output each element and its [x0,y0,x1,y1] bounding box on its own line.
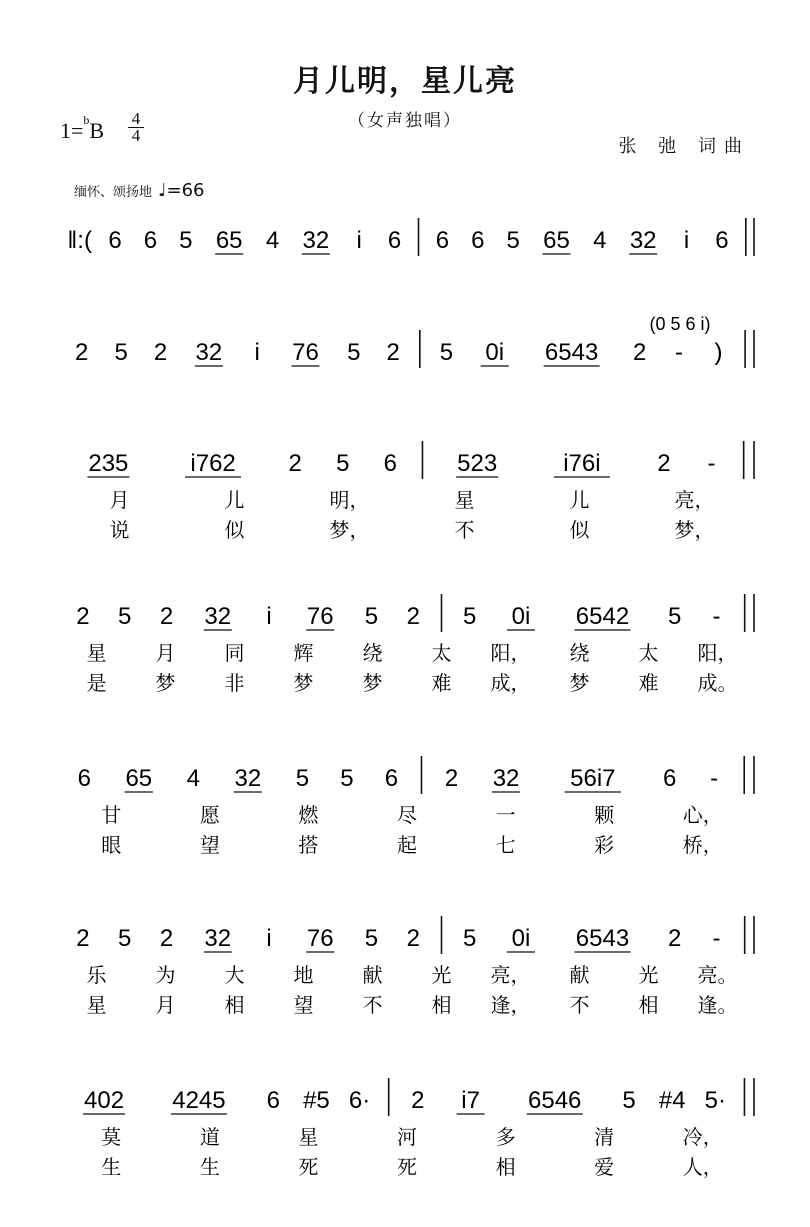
lyric-syllable: 辉 [293,641,314,665]
note-group: 6 [662,765,677,792]
lyric-syllable: 阳， [697,641,738,665]
lyric-syllable: 地 [293,963,314,987]
note-group: 0i [511,603,531,630]
note-group: 2 [411,1087,425,1114]
note-group: i [266,603,272,630]
note-group: 65 [543,227,570,254]
lyric-syllable: 起 [397,833,417,857]
note-group: - [675,339,684,366]
note-group: 32 [204,603,232,630]
lyric-syllable: 似 [224,518,245,542]
note-group: ) [714,339,723,366]
note-group: 5 [439,339,454,366]
lyric-syllable: 心， [682,803,723,827]
note-group: - [710,765,719,792]
note-group: 5 [336,450,350,477]
lyric-syllable: 相 [224,993,245,1017]
note-group: 5 [295,765,310,792]
lyric-syllable: 望 [199,833,220,857]
intro-tail: (0 5 6 i) [649,314,711,334]
note-group: 32 [234,765,262,792]
lyric-syllable: 生 [199,1155,220,1179]
note-group: 6543 [575,925,630,952]
lyric-syllable: 说 [109,518,130,542]
note-group: 6 [435,227,450,254]
note-group: 5· [704,1087,727,1114]
note-group: 2 [76,925,90,952]
note-group: 4 [186,765,201,792]
lyric-syllable: 成。 [697,671,738,695]
lyric-syllable: 逢， [490,993,531,1017]
note-group: 32 [195,339,223,366]
lyric-syllable: 河 [397,1125,417,1149]
lyric-syllable: 是 [86,671,107,695]
note-group: 6 [77,765,91,792]
lyric-syllable: 乐 [86,963,107,987]
note-group: 2 [657,450,671,477]
note-group: 2 [667,925,682,952]
lyric-syllable: 星 [86,993,107,1017]
lyric-syllable: 月 [155,641,176,665]
lyric-syllable: 光 [431,963,452,987]
lyric-syllable: 甘 [101,803,122,827]
lyric-syllable: 儿 [224,488,245,512]
note-group: 6 [143,227,158,254]
lyric-syllable: 献 [569,963,590,987]
song-title: 月儿明，星儿亮 [293,64,517,99]
note-group: 2 [444,765,459,792]
note-group: 6543 [544,339,599,366]
note-group: 56i7 [570,765,616,792]
lyric-syllable: 亮， [490,963,531,987]
note-group: 32 [204,925,232,952]
note-group: 0i [511,925,531,952]
note-group: 5 [347,339,361,366]
note-group: 5 [364,925,379,952]
note-group: 5 [340,765,354,792]
note-group: 2 [632,339,647,366]
lyric-syllable: 梦 [569,671,590,695]
note-group: 6 [266,1087,280,1114]
lyric-syllable: 愿 [199,803,220,827]
lyric-syllable: 献 [362,963,383,987]
lyric-syllable: 道 [199,1125,220,1149]
note-group: 0i [485,339,505,366]
note-group: 5 [118,603,132,630]
note-group: 402 [84,1087,125,1114]
lyric-syllable: 彩 [594,833,615,857]
note-group: 5 [622,1087,636,1114]
lyric-syllable: 死 [298,1155,319,1179]
lyric-syllable: 桥， [682,833,723,857]
note-group: - [712,925,721,952]
lyric-syllable: 梦， [329,518,370,542]
note-group: 5 [667,603,682,630]
lyric-syllable: 太 [638,641,659,665]
note-group: - [712,603,721,630]
lyric-syllable: 七 [495,833,516,857]
lyric-syllable: 望 [293,993,314,1017]
note-group: i [254,339,260,366]
note-group: 5 [364,603,379,630]
lyric-syllable: 一 [495,803,516,827]
lyric-syllable: 儿 [569,488,590,512]
note-group: 6542 [575,603,630,630]
lyric-syllable: 亮， [674,488,715,512]
lyric-syllable: 多 [495,1125,516,1149]
lyric-syllable: 明， [329,488,370,512]
lyric-syllable: 生 [101,1155,122,1179]
lyric-syllable: 人， [682,1155,723,1179]
lyric-syllable: 绕 [362,641,383,665]
note-group: i [266,925,272,952]
note-group: 4245 [172,1087,226,1114]
note-group: 523 [457,450,498,477]
lyric-syllable: 逢。 [697,993,738,1017]
lyric-syllable: 星 [86,641,107,665]
lyric-syllable: 太 [431,641,452,665]
note-group: 2 [288,450,302,477]
lyric-syllable: 颗 [594,803,615,827]
lyric-syllable: 阳， [490,641,531,665]
note-group: 76 [306,603,334,630]
note-group: 2 [76,603,90,630]
note-group: 65 [215,227,243,254]
lyric-syllable: 死 [397,1155,417,1179]
note-group: 2 [75,339,89,366]
lyric-syllable: 难 [431,671,452,695]
lyric-syllable: 为 [155,963,176,987]
lyric-syllable: 似 [569,518,590,542]
lyric-syllable: 莫 [101,1125,122,1149]
lyric-syllable: 爱 [594,1155,615,1179]
lyric-syllable: 绕 [569,641,590,665]
lyric-syllable: 清 [594,1125,615,1149]
note-group: 65 [125,765,153,792]
composer-credit: 张 弛 词曲 [618,136,750,157]
song-subtitle: （女声独唱） [348,111,462,131]
time-signature: 4 4 [128,111,144,144]
note-group: 2 [406,603,420,630]
note-group: i [683,227,690,254]
lyric-syllable: 相 [638,993,659,1017]
lyric-syllable: 月 [155,993,176,1017]
lyric-syllable: 梦， [674,518,715,542]
lyric-syllable: 冷， [682,1125,723,1149]
lyric-syllable: 不 [362,993,383,1017]
lyric-syllable: 不 [569,993,590,1017]
lyric-syllable: 搭 [298,833,319,857]
key-signature: 1=$^b$B [60,112,105,143]
lyric-syllable: 相 [495,1155,516,1179]
lyric-syllable: 光 [638,963,659,987]
lyric-syllable: 梦 [155,671,176,695]
note-group: 5 [463,603,477,630]
note-group: 4 [265,227,280,254]
note-group: 6 [108,227,122,254]
note-group: 5 [179,227,193,254]
lyric-syllable: 不 [454,518,475,542]
note-group: 76 [292,339,319,366]
note-group: #5 [303,1087,330,1114]
note-group: 4 [593,227,607,254]
note-group: 6546 [528,1087,582,1114]
note-group: ‖:( [67,227,92,254]
lyric-syllable: 大 [224,963,245,987]
note-group: - [707,450,716,477]
note-group: 6 [715,227,729,254]
note-group: 5 [506,227,520,254]
note-group: #4 [658,1087,686,1114]
note-group: 5 [463,925,477,952]
note-group: 6 [383,450,398,477]
note-group: i7 [461,1087,480,1114]
lyric-syllable: 燃 [298,803,319,827]
lyric-syllable: 梦 [362,671,383,695]
note-group: 6 [471,227,485,254]
note-group: 32 [302,227,330,254]
note-group: 32 [629,227,657,254]
lyric-syllable: 星 [298,1125,319,1149]
note-group: 5 [118,925,132,952]
note-group: 2 [153,339,168,366]
note-group: i762 [190,450,236,477]
note-group: 235 [88,450,129,477]
lyric-syllable: 同 [224,641,245,665]
lyric-syllable: 成， [490,671,531,695]
note-group: 6· [348,1087,371,1114]
note-group: 2 [159,603,174,630]
note-group: i [356,227,362,254]
lyric-syllable: 尽 [397,803,417,827]
note-group: 32 [492,765,520,792]
lyric-syllable: 非 [224,671,245,695]
tempo-marking: 缅怀、颂扬地 ♩=66 [74,180,205,201]
note-group: 2 [406,925,420,952]
lyric-syllable: 月 [109,488,130,512]
lyric-syllable: 眼 [101,833,122,857]
note-group: 76 [306,925,334,952]
lyric-syllable: 亮。 [697,963,738,987]
note-group: 6 [387,227,402,254]
lyric-syllable: 星 [454,488,475,512]
lyric-syllable: 梦 [293,671,314,695]
note-group: 2 [159,925,174,952]
note-group: 2 [386,339,400,366]
lyric-syllable: 相 [431,993,452,1017]
note-group: 6 [384,765,399,792]
note-group: 5 [114,339,128,366]
note-group: i76i [563,450,601,477]
lyric-syllable: 难 [638,671,659,695]
